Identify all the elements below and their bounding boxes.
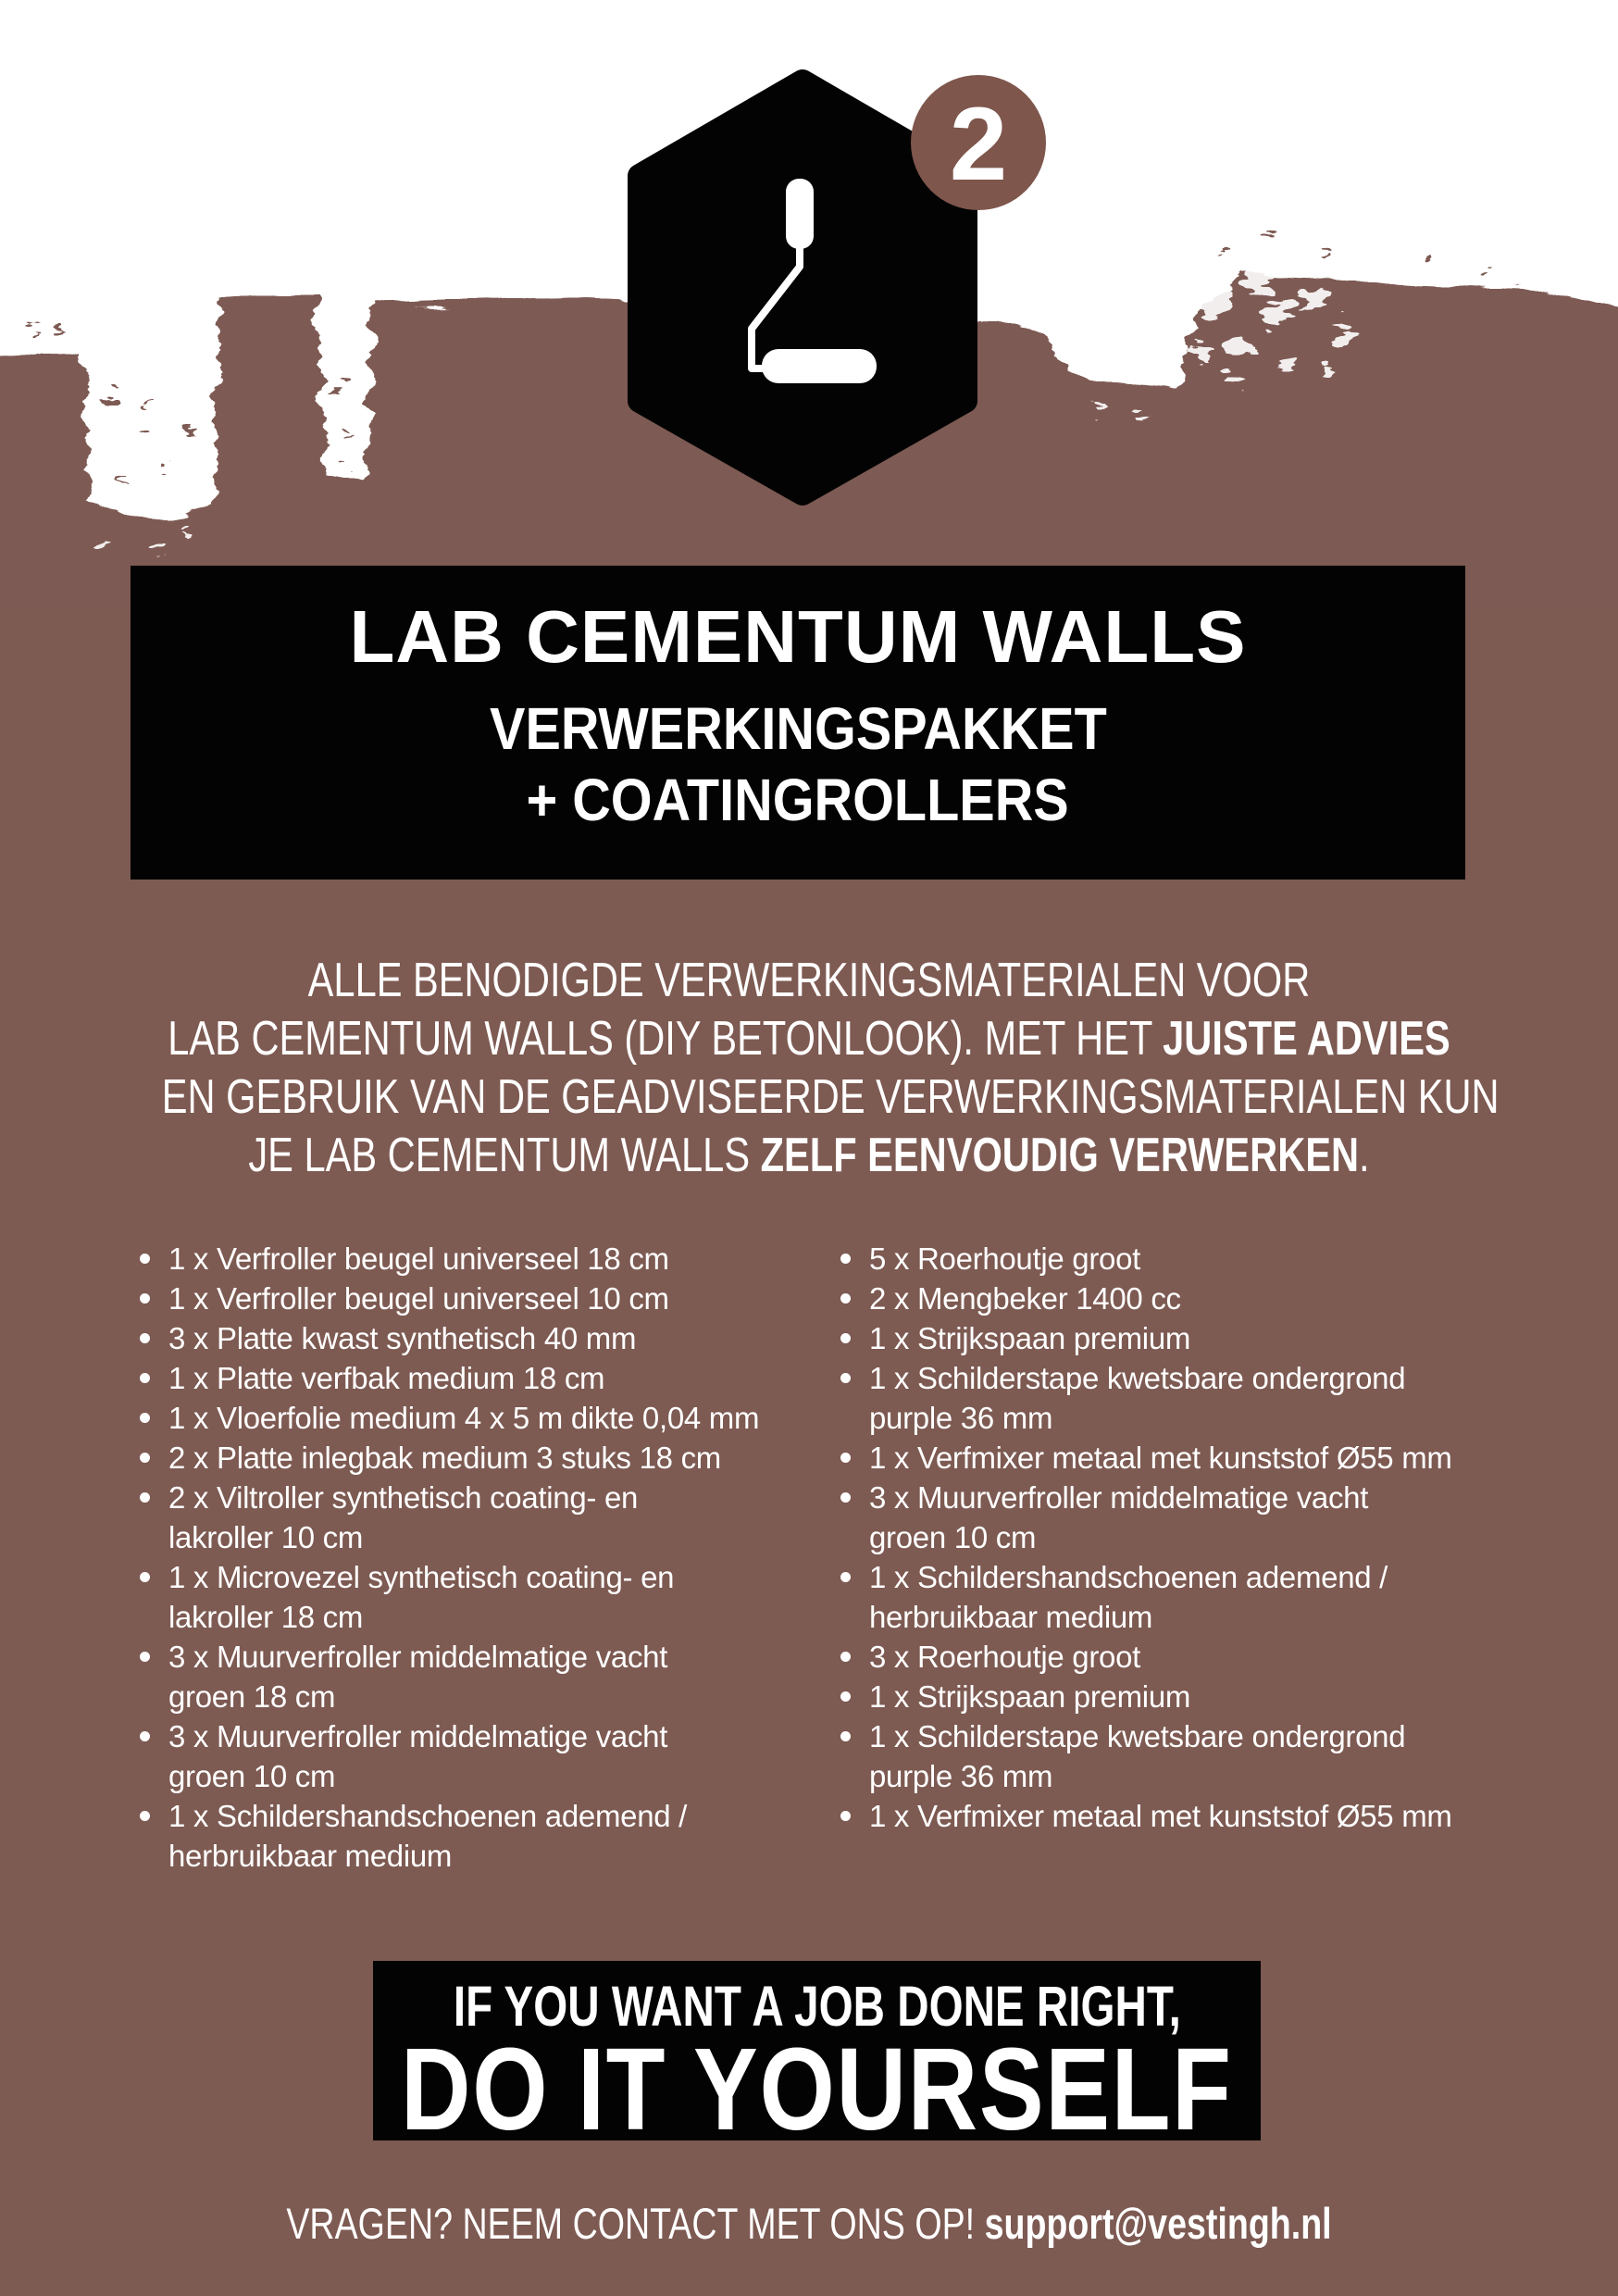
list-item-line: 1 x Schilderstape kwetsbare ondergrond — [869, 1719, 1406, 1753]
list-item-line: 1 x Schilderstape kwetsbare ondergrond — [869, 1361, 1406, 1395]
footer — [162, 2200, 1456, 2248]
list-item-line: groen 18 cm — [168, 1679, 336, 1714]
intro-text: . — [1359, 1129, 1370, 1182]
step-badge — [574, 56, 1074, 537]
list-item-line: 1 x Verfmixer metaal met kunststof Ø55 mm — [869, 1441, 1452, 1475]
list-item — [838, 1796, 1498, 1836]
intro-line — [161, 1068, 1500, 1127]
list-item-line: 3 x Roerhoutje groot — [869, 1640, 1141, 1674]
list-item-line: 1 x Platte verfbak medium 18 cm — [168, 1361, 605, 1395]
intro-text-bold: JUISTE ADVIES — [1163, 1012, 1450, 1066]
list-item — [838, 1557, 1498, 1637]
list-item-line: groen 10 cm — [168, 1759, 336, 1793]
list-item — [838, 1279, 1498, 1318]
footer-email[interactable]: support@vestingh.nl — [984, 2199, 1332, 2248]
list-item-line: purple 36 mm — [869, 1759, 1053, 1793]
intro-paragraph — [161, 952, 1500, 1185]
list-item-line: 1 x Schildershandschoenen ademend / — [168, 1799, 688, 1833]
list-item-line: 3 x Muurverfroller middelmatige vacht — [869, 1480, 1369, 1515]
list-item — [137, 1637, 838, 1716]
list-item-line: 1 x Strijkspaan premium — [869, 1679, 1191, 1714]
intro-text: LAB CEMENTUM WALLS (DIY BETONLOOK). MET HET — [168, 1012, 1164, 1066]
intro-line — [162, 1010, 1456, 1068]
materials-column-right — [838, 1239, 1498, 1876]
list-item-line: 1 x Strijkspaan premium — [869, 1321, 1191, 1355]
list-item-line: 1 x Schildershandschoenen ademend / — [869, 1560, 1388, 1594]
intro-text-bold: ZELF EENVOUDIG VERWERKEN — [760, 1129, 1360, 1182]
list-item — [838, 1637, 1498, 1677]
cta-panel — [373, 1961, 1261, 2154]
list-item — [838, 1677, 1498, 1716]
list-item — [137, 1398, 838, 1438]
list-item — [137, 1358, 838, 1398]
list-item-line: herbruikbaar medium — [869, 1600, 1153, 1634]
list-item-line: purple 36 mm — [869, 1401, 1053, 1435]
intro-line — [162, 952, 1456, 1010]
list-item-line: 1 x Microvezel synthetisch coating- en — [168, 1560, 675, 1594]
list-item — [838, 1438, 1498, 1478]
product-subtitle-2: + COATINGROLLERS — [526, 767, 1070, 833]
list-item — [838, 1239, 1498, 1279]
intro-text: ALLE BENODIGDE VERWERKINGSMATERIALEN VOOR — [307, 954, 1311, 1007]
list-item — [137, 1318, 838, 1358]
product-subtitle-1: VERWERKINGSPAKKET — [489, 695, 1107, 762]
list-item-line: 3 x Muurverfroller middelmatige vacht — [168, 1719, 668, 1753]
list-item — [137, 1438, 838, 1478]
list-item-line: lakroller 10 cm — [168, 1520, 364, 1554]
list-item-line: 1 x Verfroller beugel universeel 10 cm — [168, 1281, 669, 1316]
list-item — [838, 1478, 1498, 1557]
list-item-line: 1 x Verfroller beugel universeel 18 cm — [168, 1242, 669, 1276]
list-item-line: 1 x Verfmixer metaal met kunststof Ø55 mm — [869, 1799, 1452, 1833]
list-item-line: 2 x Mengbeker 1400 cc — [869, 1281, 1181, 1316]
list-item — [838, 1318, 1498, 1358]
intro-text: EN GEBRUIK VAN DE GEADVISEERDE VERWERKINGSMATERIALEN KUN — [161, 1070, 1500, 1124]
list-item-line: 3 x Platte kwast synthetisch 40 mm — [168, 1321, 637, 1355]
list-item-line: 5 x Roerhoutje groot — [869, 1242, 1141, 1276]
cta-line-1: IF YOU WANT A JOB DONE RIGHT, — [453, 1975, 1181, 2038]
list-item-line: lakroller 18 cm — [168, 1600, 364, 1634]
intro-line — [162, 1127, 1456, 1185]
product-title: LAB CEMENTUM WALLS — [349, 595, 1247, 678]
list-item-line: 1 x Vloerfolie medium 4 x 5 m dikte 0,04 mm — [168, 1401, 760, 1435]
cta-line-2: DO IT YOURSELF — [401, 2024, 1233, 2154]
list-item — [137, 1716, 838, 1796]
footer-prompt: VRAGEN? NEEM CONTACT MET ONS OP! — [286, 2199, 985, 2248]
list-item-line: 2 x Platte inlegbak medium 3 stuks 18 cm — [168, 1441, 721, 1475]
list-item — [137, 1279, 838, 1318]
list-item-line: herbruikbaar medium — [168, 1839, 453, 1873]
intro-text: JE LAB CEMENTUM WALLS — [248, 1129, 761, 1182]
materials-list — [137, 1239, 1498, 1876]
list-item — [137, 1239, 838, 1279]
list-item-line: 2 x Viltroller synthetisch coating- en — [168, 1480, 639, 1515]
step-number: 2 — [949, 86, 1008, 202]
title-panel — [131, 566, 1465, 880]
list-item — [137, 1478, 838, 1557]
list-item — [137, 1557, 838, 1637]
list-item — [137, 1796, 838, 1876]
materials-column-left — [137, 1239, 838, 1876]
list-item — [838, 1358, 1498, 1438]
list-item-line: 3 x Muurverfroller middelmatige vacht — [168, 1640, 668, 1674]
list-item-line: groen 10 cm — [869, 1520, 1037, 1554]
list-item — [838, 1716, 1498, 1796]
